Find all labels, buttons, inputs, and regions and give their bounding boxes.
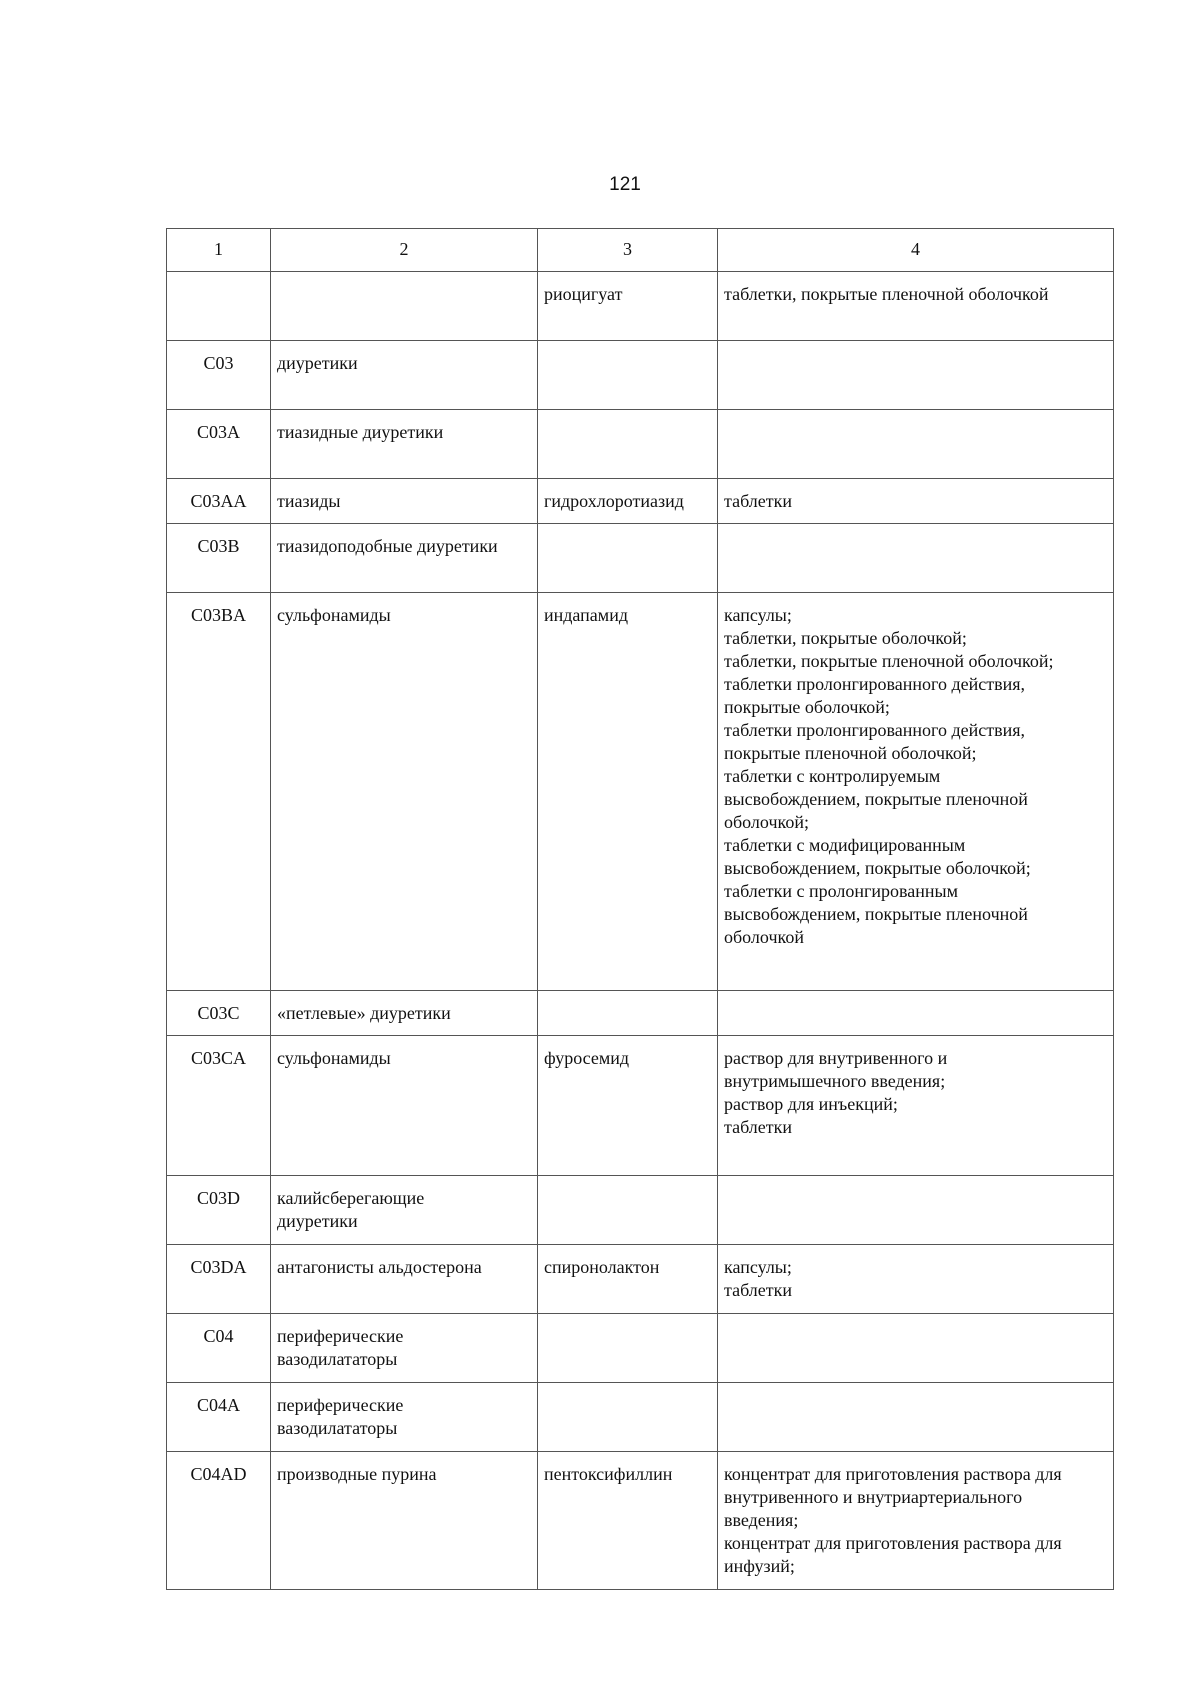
dosage-form-cell [718, 1245, 1114, 1314]
atc-code-cell: C03D [167, 1176, 271, 1245]
group-line: вазодилататоры [277, 1349, 398, 1369]
dosage-form-line: таблетки [724, 1117, 793, 1137]
substance-cell [538, 341, 718, 410]
group-cell [271, 991, 538, 1036]
atc-code-cell: C03B [167, 524, 271, 593]
group-cell [271, 1036, 538, 1176]
substance-cell [538, 1314, 718, 1383]
dosage-form-cell [718, 1452, 1114, 1590]
dosage-form-line: внутримышечного введения; [724, 1071, 946, 1091]
column-header: 1 [167, 229, 271, 272]
column-header: 4 [718, 229, 1114, 272]
dosage-form-line: таблетки, покрытые пленочной оболочкой; [724, 651, 1054, 671]
dosage-form-line: внутривенного и внутриартериального [724, 1487, 1023, 1507]
group-cell [271, 1452, 538, 1590]
table-row [167, 593, 1114, 991]
drug-table [166, 228, 1114, 1590]
dosage-form-cell [718, 991, 1114, 1036]
substance-cell: спиронолактон [538, 1245, 718, 1314]
substance-cell: пентоксифиллин [538, 1452, 718, 1590]
table-row [167, 1176, 1114, 1245]
dosage-form-line: концентрат для приготовления раствора для [724, 1464, 1062, 1484]
dosage-form-cell [718, 1036, 1114, 1176]
group-line: тиазиды [277, 491, 341, 511]
group-line: сульфонамиды [277, 1048, 391, 1068]
atc-code-cell: C03AA [167, 479, 271, 524]
group-line: периферические [277, 1395, 404, 1415]
dosage-form-line: таблетки, покрытые оболочкой; [724, 628, 967, 648]
substance-cell: индапамид [538, 593, 718, 991]
group-line: сульфонамиды [277, 605, 391, 625]
group-cell [271, 1176, 538, 1245]
table-row [167, 479, 1114, 524]
table-row [167, 991, 1114, 1036]
substance-cell [538, 991, 718, 1036]
dosage-form-cell [718, 272, 1114, 341]
table-row [167, 524, 1114, 593]
dosage-form-line: раствор для внутривенного и [724, 1048, 948, 1068]
dosage-form-line: инфузий; [724, 1556, 795, 1576]
group-cell [271, 479, 538, 524]
dosage-form-line: таблетки пролонгированного действия, [724, 720, 1026, 740]
dosage-form-line: таблетки с пролонгированным [724, 881, 959, 901]
dosage-form-line: раствор для инъекций; [724, 1094, 898, 1114]
atc-code-cell: C03BA [167, 593, 271, 991]
atc-code-cell: C03DA [167, 1245, 271, 1314]
table-row [167, 1036, 1114, 1176]
group-cell [271, 341, 538, 410]
atc-code-cell: C04A [167, 1383, 271, 1452]
table-row [167, 1383, 1114, 1452]
group-cell [271, 593, 538, 991]
table-row [167, 341, 1114, 410]
table-row [167, 1314, 1114, 1383]
atc-code-cell: C03C [167, 991, 271, 1036]
dosage-form-cell [718, 1176, 1114, 1245]
group-line: антагонисты альдостерона [277, 1257, 482, 1277]
substance-cell [538, 1383, 718, 1452]
atc-code-cell: C03CA [167, 1036, 271, 1176]
group-cell [271, 410, 538, 479]
dosage-form-cell [718, 410, 1114, 479]
atc-code-cell: C03A [167, 410, 271, 479]
dosage-form-line: капсулы; [724, 605, 792, 625]
table-row [167, 410, 1114, 479]
atc-code-cell: C03 [167, 341, 271, 410]
atc-code-cell: C04AD [167, 1452, 271, 1590]
group-line: тиазидные диуретики [277, 422, 444, 442]
dosage-form-line: капсулы; [724, 1257, 792, 1277]
dosage-form-line: концентрат для приготовления раствора для [724, 1533, 1062, 1553]
dosage-form-line: оболочкой [724, 927, 804, 947]
dosage-form-cell [718, 524, 1114, 593]
dosage-form-cell [718, 1383, 1114, 1452]
group-line: периферические [277, 1326, 404, 1346]
dosage-form-line: высвобождением, покрытые пленочной [724, 904, 1028, 924]
table-row [167, 1452, 1114, 1590]
substance-cell: риоцигуат [538, 272, 718, 341]
dosage-form-line: таблетки с модифицированным [724, 835, 966, 855]
dosage-form-cell [718, 1314, 1114, 1383]
group-line: диуретики [277, 1211, 358, 1231]
substance-cell [538, 524, 718, 593]
page-number: 121 [609, 174, 641, 195]
dosage-form-line: таблетки [724, 491, 793, 511]
substance-cell: фуросемид [538, 1036, 718, 1176]
substance-cell: гидрохлоротиазид [538, 479, 718, 524]
group-line: производные пурина [277, 1464, 437, 1484]
dosage-form-line: покрытые пленочной оболочкой; [724, 743, 977, 763]
dosage-form-line: таблетки, покрытые пленочной оболочкой [724, 284, 1049, 304]
group-cell [271, 524, 538, 593]
substance-cell [538, 410, 718, 479]
table-row [167, 1245, 1114, 1314]
group-cell [271, 1383, 538, 1452]
table-row [167, 272, 1114, 341]
atc-code-cell [167, 272, 271, 341]
dosage-form-line: таблетки пролонгированного действия, [724, 674, 1026, 694]
group-cell [271, 1245, 538, 1314]
group-line: диуретики [277, 353, 358, 373]
group-line: «петлевые» диуретики [277, 1003, 451, 1023]
column-header: 3 [538, 229, 718, 272]
substance-cell [538, 1176, 718, 1245]
group-cell [271, 272, 538, 341]
table-header-row [167, 229, 1114, 272]
dosage-form-line: высвобождением, покрытые пленочной [724, 789, 1028, 809]
dosage-form-cell [718, 341, 1114, 410]
dosage-form-cell [718, 593, 1114, 991]
column-header: 2 [271, 229, 538, 272]
dosage-form-line: введения; [724, 1510, 799, 1530]
dosage-form-cell [718, 479, 1114, 524]
dosage-form-line: таблетки с контролируемым [724, 766, 941, 786]
group-line: тиазидоподобные диуретики [277, 536, 498, 556]
group-line: калийсберегающие [277, 1188, 425, 1208]
dosage-form-line: покрытые оболочкой; [724, 697, 890, 717]
dosage-form-line: высвобождением, покрытые оболочкой; [724, 858, 1031, 878]
atc-code-cell: C04 [167, 1314, 271, 1383]
dosage-form-line: таблетки [724, 1280, 793, 1300]
group-cell [271, 1314, 538, 1383]
dosage-form-line: оболочкой; [724, 812, 809, 832]
group-line: вазодилататоры [277, 1418, 398, 1438]
